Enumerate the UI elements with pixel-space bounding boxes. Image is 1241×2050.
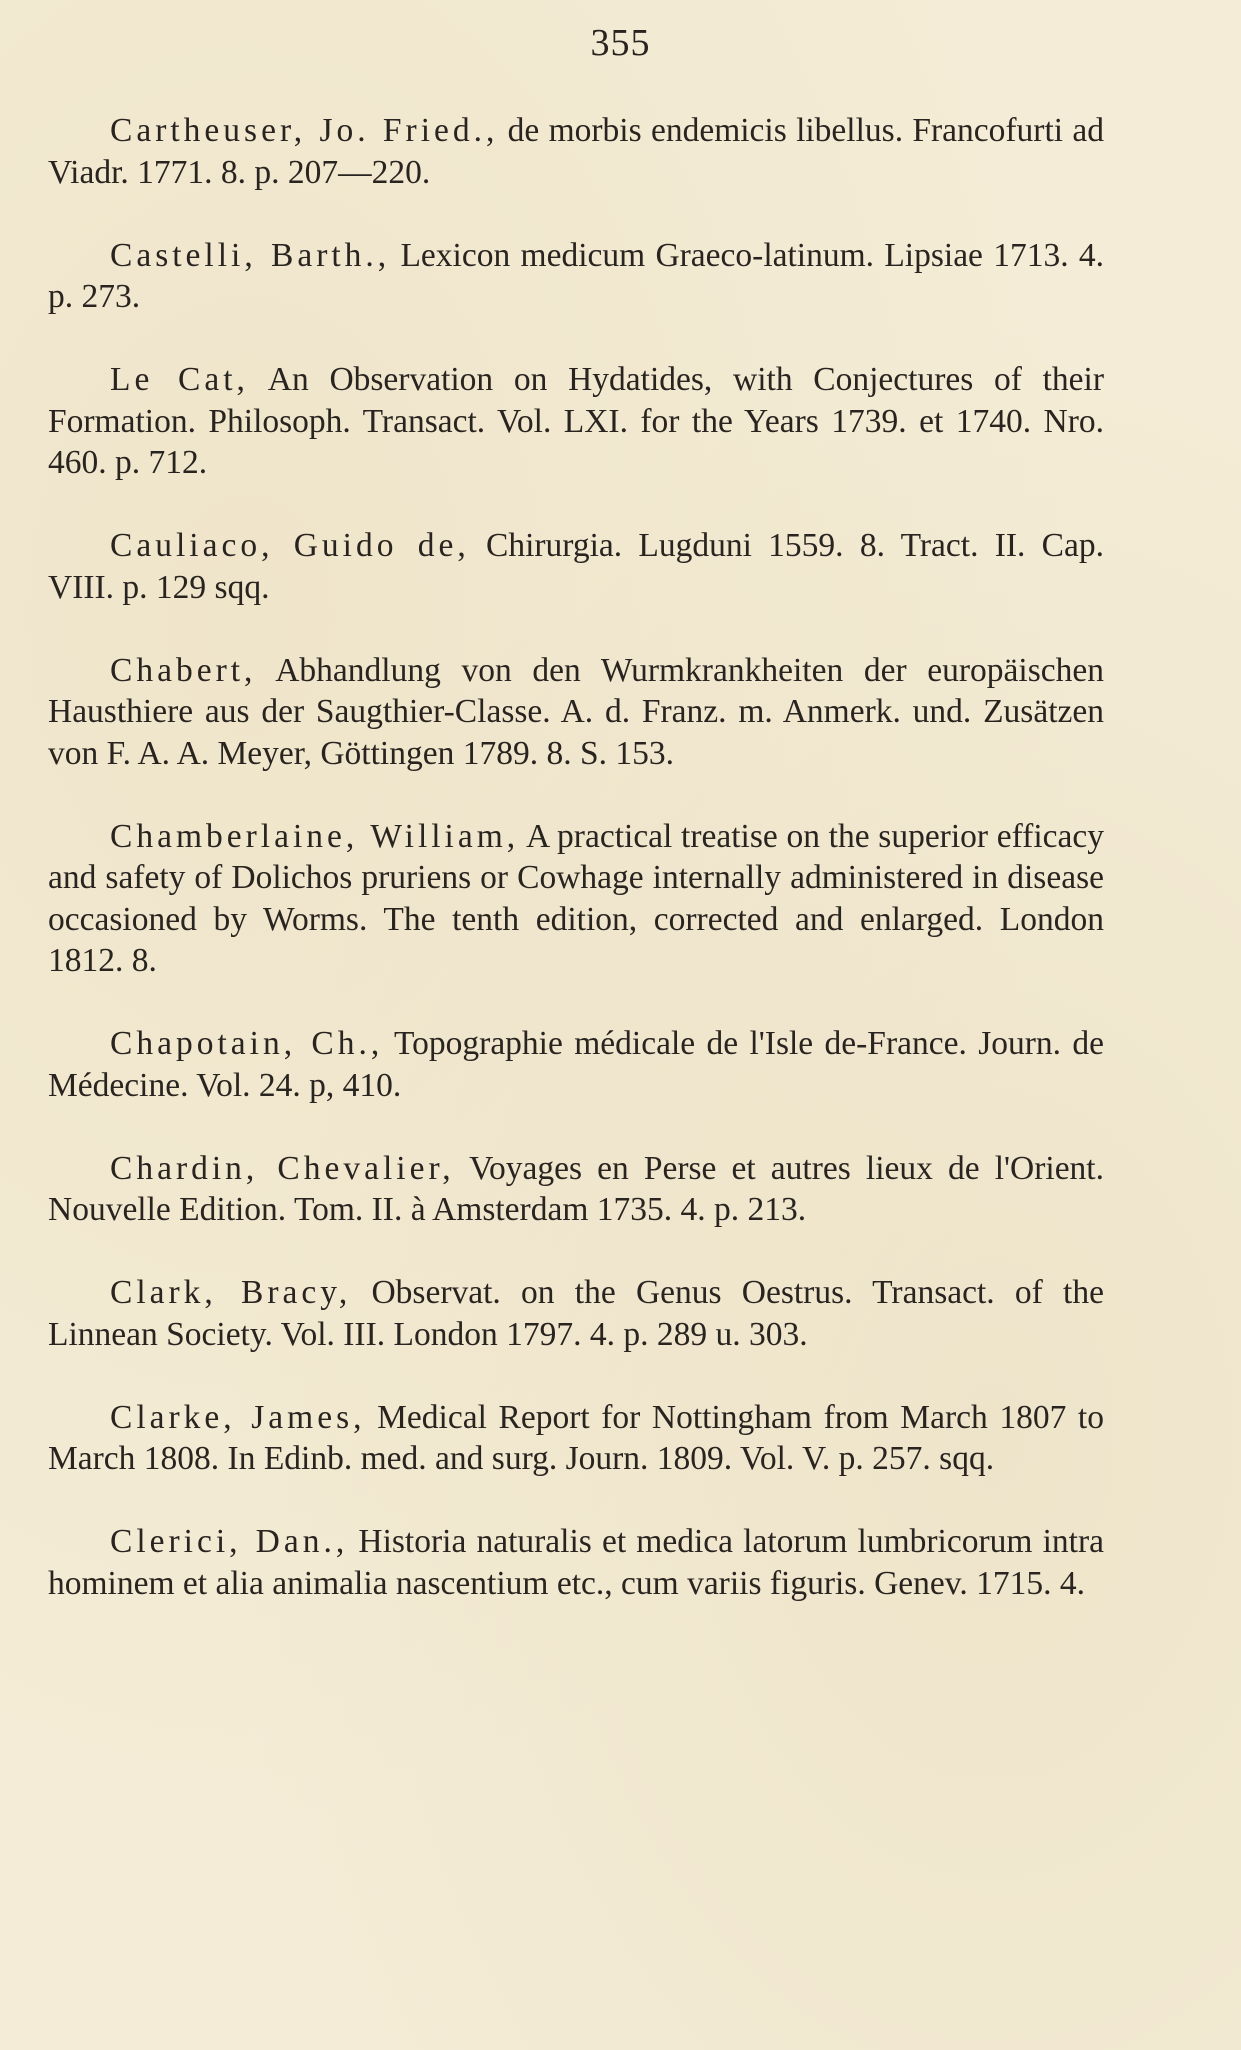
entry-text: A practical treatise on the superior efficacy and safety of Dolichos pruriens or Cowhage internally administered in disease occasioned by Worms. The tenth edition, corrected and enlarged. London 1812. 8. <box>48 817 1104 979</box>
entry-author: Le Cat, <box>110 361 249 398</box>
bibliography-list <box>48 110 1104 1646</box>
entry-author: Clerici, Dan., <box>110 1523 349 1560</box>
page-number: 355 <box>590 22 651 64</box>
bibliography-entry <box>48 816 1104 982</box>
entry-author: Chardin, Chevalier, <box>110 1149 455 1187</box>
entry-author: Clarke, James, <box>110 1398 366 1436</box>
entry-text: Observat. on the Genus Oestrus. Transact. of the Linnean Society. Vol. III. London 1797. 4. p. 289 u. 303. <box>48 1274 1104 1353</box>
entry-text: Topographie médicale de l'Isle de-France. Journ. de Médecine. Vol. 24. p, 410. <box>48 1025 1104 1104</box>
bibliography-entry <box>48 235 1104 318</box>
entry-text: Chirurgia. Lugduni 1559. 8. Tract. II. Cap. VIII. p. 129 sqq. <box>48 527 1105 606</box>
entry-author: Cartheuser, Jo. Fried., <box>110 112 499 149</box>
bibliography-entry <box>48 650 1104 775</box>
entry-text: de morbis endemicis libellus. Francofurti ad Viadr. 1771. 8. p. 207—220. <box>48 112 1105 191</box>
entry-text: Voyages en Perse et autres lieux de l'Orient. Nouvelle Edition. Tom. II. à Amsterdam 1735. 4. p. 213. <box>48 1149 1104 1228</box>
entry-author: Chamberlaine, William, <box>110 817 520 855</box>
entry-text: An Observation on Hydatides, with Conjectures of their Formation. Philosoph. Transact. Vol. LXI. for the Years 1739. et 1740. Nro. 460. p. 712. <box>48 361 1104 481</box>
entry-text: Abhandlung von den Wurmkrankheiten der europäischen Hausthiere aus der Saugthier-Classe. A. d. Franz. m. Anmerk. und. Zusätzen von F. A. A. Meyer, Göttingen 1789. 8. S. 153. <box>48 651 1104 772</box>
bibliography-entry <box>48 359 1104 484</box>
bibliography-entry <box>48 1397 1104 1480</box>
entry-text: Medical Report for Nottingham from March 1807 to March 1808. In Edinb. med. and surg. Journ. 1809. Vol. V. p. 257. sqq. <box>48 1398 1104 1477</box>
bibliography-entry <box>48 110 1104 193</box>
entry-author: Castelli, Barth., <box>110 236 391 274</box>
bibliography-entry <box>48 1521 1104 1604</box>
entry-author: Chabert, <box>110 651 257 689</box>
bibliography-entry <box>48 1023 1104 1106</box>
entry-author: Clark, Bracy, <box>110 1274 352 1311</box>
entry-text: Historia naturalis et medica latorum lumbricorum intra hominem et alia animalia nascentium etc., cum variis figuris. Genev. 1715. 4. <box>48 1523 1104 1602</box>
entry-author: Cauliaco, Guido de, <box>110 527 470 564</box>
bibliography-entry <box>48 1272 1104 1355</box>
bibliography-entry <box>48 1148 1104 1231</box>
bibliography-entry <box>48 525 1104 608</box>
entry-text: Lexicon medicum Graeco-latinum. Lipsiae 1713. 4. p. 273. <box>48 236 1104 315</box>
entry-author: Chapotain, Ch., <box>110 1025 384 1062</box>
